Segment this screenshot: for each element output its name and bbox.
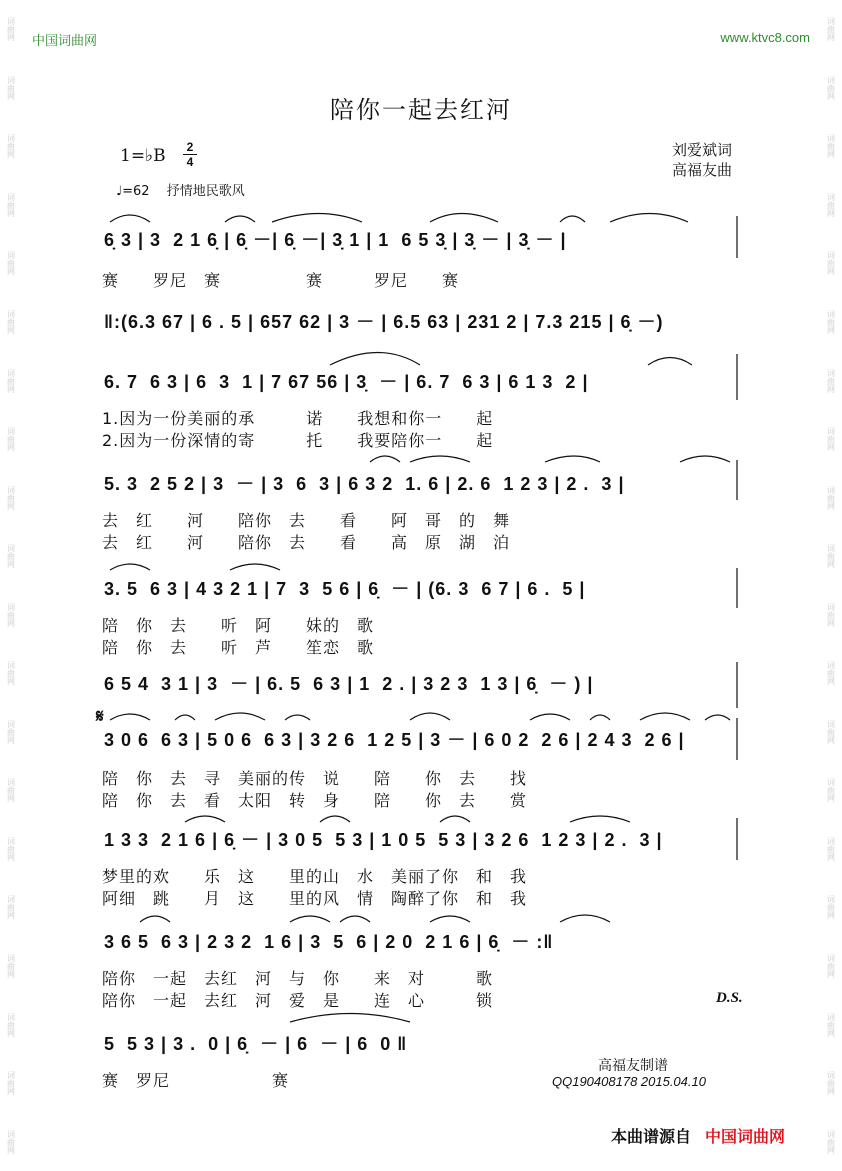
lyricist: 刘爱斌词: [671, 141, 732, 159]
watermark-text: 词曲网: [826, 954, 836, 979]
lyric-line: 陪 你 去 听 芦 笙恋 歌: [102, 638, 375, 657]
lyric-line: 赛 罗尼 赛: [102, 1071, 290, 1090]
watermark-text: 词曲网: [6, 719, 16, 744]
slur: [215, 713, 265, 720]
slur: [648, 358, 692, 366]
slur: [140, 916, 170, 922]
watermark-text: 词曲网: [826, 895, 836, 920]
lyric-line: 陪 你 去 听 阿 妹的 歌: [102, 616, 375, 635]
watermark-text: 词曲网: [826, 544, 836, 569]
lyric-line: 去 红 河 陪你 去 看 阿 哥 的 舞: [102, 511, 511, 530]
lyric-line: 2.因为一份深情的寄 托 我要陪你一 起: [102, 431, 494, 450]
slur: [570, 816, 630, 822]
lyric-line: 陪你 一起 去红 河 与 你 来 对 歌: [102, 969, 494, 988]
slur: [110, 714, 150, 720]
watermark-text: 词曲网: [6, 485, 16, 510]
slur: [330, 353, 420, 366]
slur: [410, 713, 450, 720]
slur: [175, 715, 195, 720]
slur: [290, 916, 330, 922]
watermark-text: 词曲网: [6, 895, 16, 920]
notation-line: 3 6 5 6 3 | 2 3 2 1 6 | 3 5 6 | 2 0 2 1 6 | 6̣ － :‖: [104, 932, 554, 952]
slur: [560, 915, 610, 922]
site-name-link[interactable]: 中国词曲网: [32, 34, 98, 49]
notation-line: 5 5 3 | 3 . 0 | 6̣ － | 6 － | 6 0 ‖: [104, 1034, 408, 1054]
slur: [110, 215, 150, 222]
credits: [672, 140, 732, 180]
tempo-marking: ♩=62 抒情地民歌风: [116, 184, 245, 199]
slur: [430, 916, 470, 922]
watermark-text: 词曲网: [6, 17, 16, 42]
composer: 高福友曲: [671, 161, 732, 179]
source-site-link[interactable]: 中国词曲网: [705, 1127, 786, 1146]
notation-line: 6. 7 6 3 | 6 3 1 | 7 67 56 | 3̣ － | 6. 7 6 3 | 6 1 3 2 |: [104, 372, 589, 392]
slur: [545, 456, 600, 462]
slur: [320, 816, 350, 822]
transcriber: 高福友制谱: [598, 1058, 668, 1074]
notation-line: 5. 3 2 5 2 | 3 － | 3 6 3 | 6 3 2 1. 6 | 2. 6 1 2 3 | 2 . 3 |: [104, 474, 625, 494]
watermark-text: 词曲网: [826, 251, 836, 276]
watermark-text: 词曲网: [6, 192, 16, 217]
watermark-text: 词曲网: [826, 719, 836, 744]
key-signature: 1=♭B: [120, 146, 166, 166]
watermark-text: 词曲网: [6, 954, 16, 979]
watermark-text: 词曲网: [826, 1071, 836, 1096]
notation-line: 6̣ 3 | 3 2 1 6̣ | 6̣ －| 6̣ －| 3̣ 1 | 1 6 5 3̣ | 3̣ － | 3̣ － |: [104, 230, 567, 250]
meter-top: 2: [186, 140, 194, 154]
slur: [590, 715, 610, 720]
watermark-text: 词曲网: [826, 134, 836, 159]
lyric-line: 陪你 一起 去红 河 爱 是 连 心 锁: [102, 991, 494, 1010]
watermark-text: 词曲网: [826, 1129, 836, 1154]
slur: [640, 713, 690, 720]
lyric-line: 1.因为一份美丽的承 诺 我想和你一 起: [102, 409, 494, 428]
watermark-text: 词曲网: [826, 485, 836, 510]
watermark-text: 词曲网: [6, 836, 16, 861]
watermark-text: 词曲网: [6, 544, 16, 569]
slur: [340, 916, 370, 922]
watermark-text: 词曲网: [826, 602, 836, 627]
watermark-text: 词曲网: [6, 75, 16, 100]
slur: [225, 216, 255, 222]
watermark-text: 词曲网: [6, 1071, 16, 1096]
slur: [285, 715, 310, 720]
left-watermark-strip: [4, 0, 18, 1171]
lyric-line: 陪 你 去 看 太阳 转 身 陪 你 去 赏: [102, 791, 528, 810]
watermark-text: 词曲网: [6, 778, 16, 803]
slur: [110, 564, 150, 570]
slur: [705, 715, 730, 720]
watermark-text: 词曲网: [826, 17, 836, 42]
watermark-text: 词曲网: [826, 368, 836, 393]
segno-sign: 𝄋: [96, 706, 104, 727]
time-signature: [183, 141, 197, 168]
slur: [610, 214, 688, 223]
site-url-link[interactable]: www.ktvc8.com: [720, 30, 810, 45]
lyric-line: 赛 罗尼 赛 赛 罗尼 赛: [102, 271, 460, 290]
watermark-text: 词曲网: [826, 310, 836, 334]
lyric-line: 去 红 河 陪你 去 看 高 原 湖 泊: [102, 533, 511, 552]
meter-bottom: 4: [186, 155, 194, 169]
slur: [230, 564, 280, 570]
watermark-text: 词曲网: [826, 75, 836, 100]
notation-line: 3. 5 6 3 | 4 3 2 1 | 7 3 5 6 | 6̣ － | (6. 3 6 7 | 6 . 5 |: [104, 579, 586, 599]
watermark-text: 词曲网: [6, 602, 16, 627]
watermark-text: 词曲网: [826, 836, 836, 861]
watermark-text: 词曲网: [6, 661, 16, 686]
slur: [560, 216, 585, 222]
slur: [185, 816, 225, 822]
slur: [440, 816, 470, 822]
watermark-text: 词曲网: [826, 661, 836, 686]
notation-line: ‖:(6.3 67 | 6 . 5 | 657 62 | 3 － | 6.5 63 | 231 2 | 7.3 215 | 6̣ －): [104, 312, 664, 332]
notation-line: 3 0 6 6 3 | 5 0 6 6 3 | 3 2 6 1 2 5 | 3 － | 6 0 2 2 6 | 2 4 3 2 6 |: [104, 730, 685, 750]
transcriber-contact-date: QQ190408178 2015.04.10: [552, 1074, 706, 1089]
watermark-text: 词曲网: [826, 192, 836, 217]
watermark-text: 词曲网: [826, 778, 836, 803]
source-note: [611, 1124, 785, 1147]
watermark-text: 词曲网: [826, 427, 836, 452]
watermark-text: 词曲网: [6, 368, 16, 393]
watermark-text: 词曲网: [6, 134, 16, 159]
lyric-line: 陪 你 去 寻 美丽的传 说 陪 你 去 找: [102, 769, 528, 788]
slur: [530, 714, 570, 720]
notation-line: 6 5 4 3 1 | 3 － | 6. 5 6 3 | 1 2 . | 3 2 3 1 3 | 6̣ － ) |: [104, 674, 594, 694]
song-title: 陪你一起去红河: [330, 96, 512, 124]
slur: [272, 214, 362, 223]
watermark-text: 词曲网: [6, 310, 16, 334]
watermark-text: 词曲网: [6, 1012, 16, 1037]
watermark-text: 词曲网: [6, 251, 16, 276]
right-watermark-strip: [824, 0, 838, 1171]
dal-segno-mark: D.S.: [716, 990, 743, 1006]
watermark-text: 词曲网: [6, 427, 16, 452]
slur: [430, 214, 498, 223]
slur: [680, 456, 730, 462]
lyric-line: 梦里的欢 乐 这 里的山 水 美丽了你 和 我: [102, 867, 528, 886]
slur: [410, 456, 470, 462]
slur: [370, 456, 400, 462]
watermark-text: 词曲网: [6, 1129, 16, 1154]
source-label: 本曲谱源自: [611, 1127, 692, 1146]
lyric-line: 阿细 跳 月 这 里的风 情 陶醉了你 和 我: [102, 889, 528, 908]
watermark-text: 词曲网: [826, 1012, 836, 1037]
notation-line: 1 3 3 2 1 6 | 6̣ － | 3 0 5 5 3 | 1 0 5 5 3 | 3 2 6 1 2 3 | 2 . 3 |: [104, 830, 663, 850]
slur: [290, 1014, 410, 1023]
